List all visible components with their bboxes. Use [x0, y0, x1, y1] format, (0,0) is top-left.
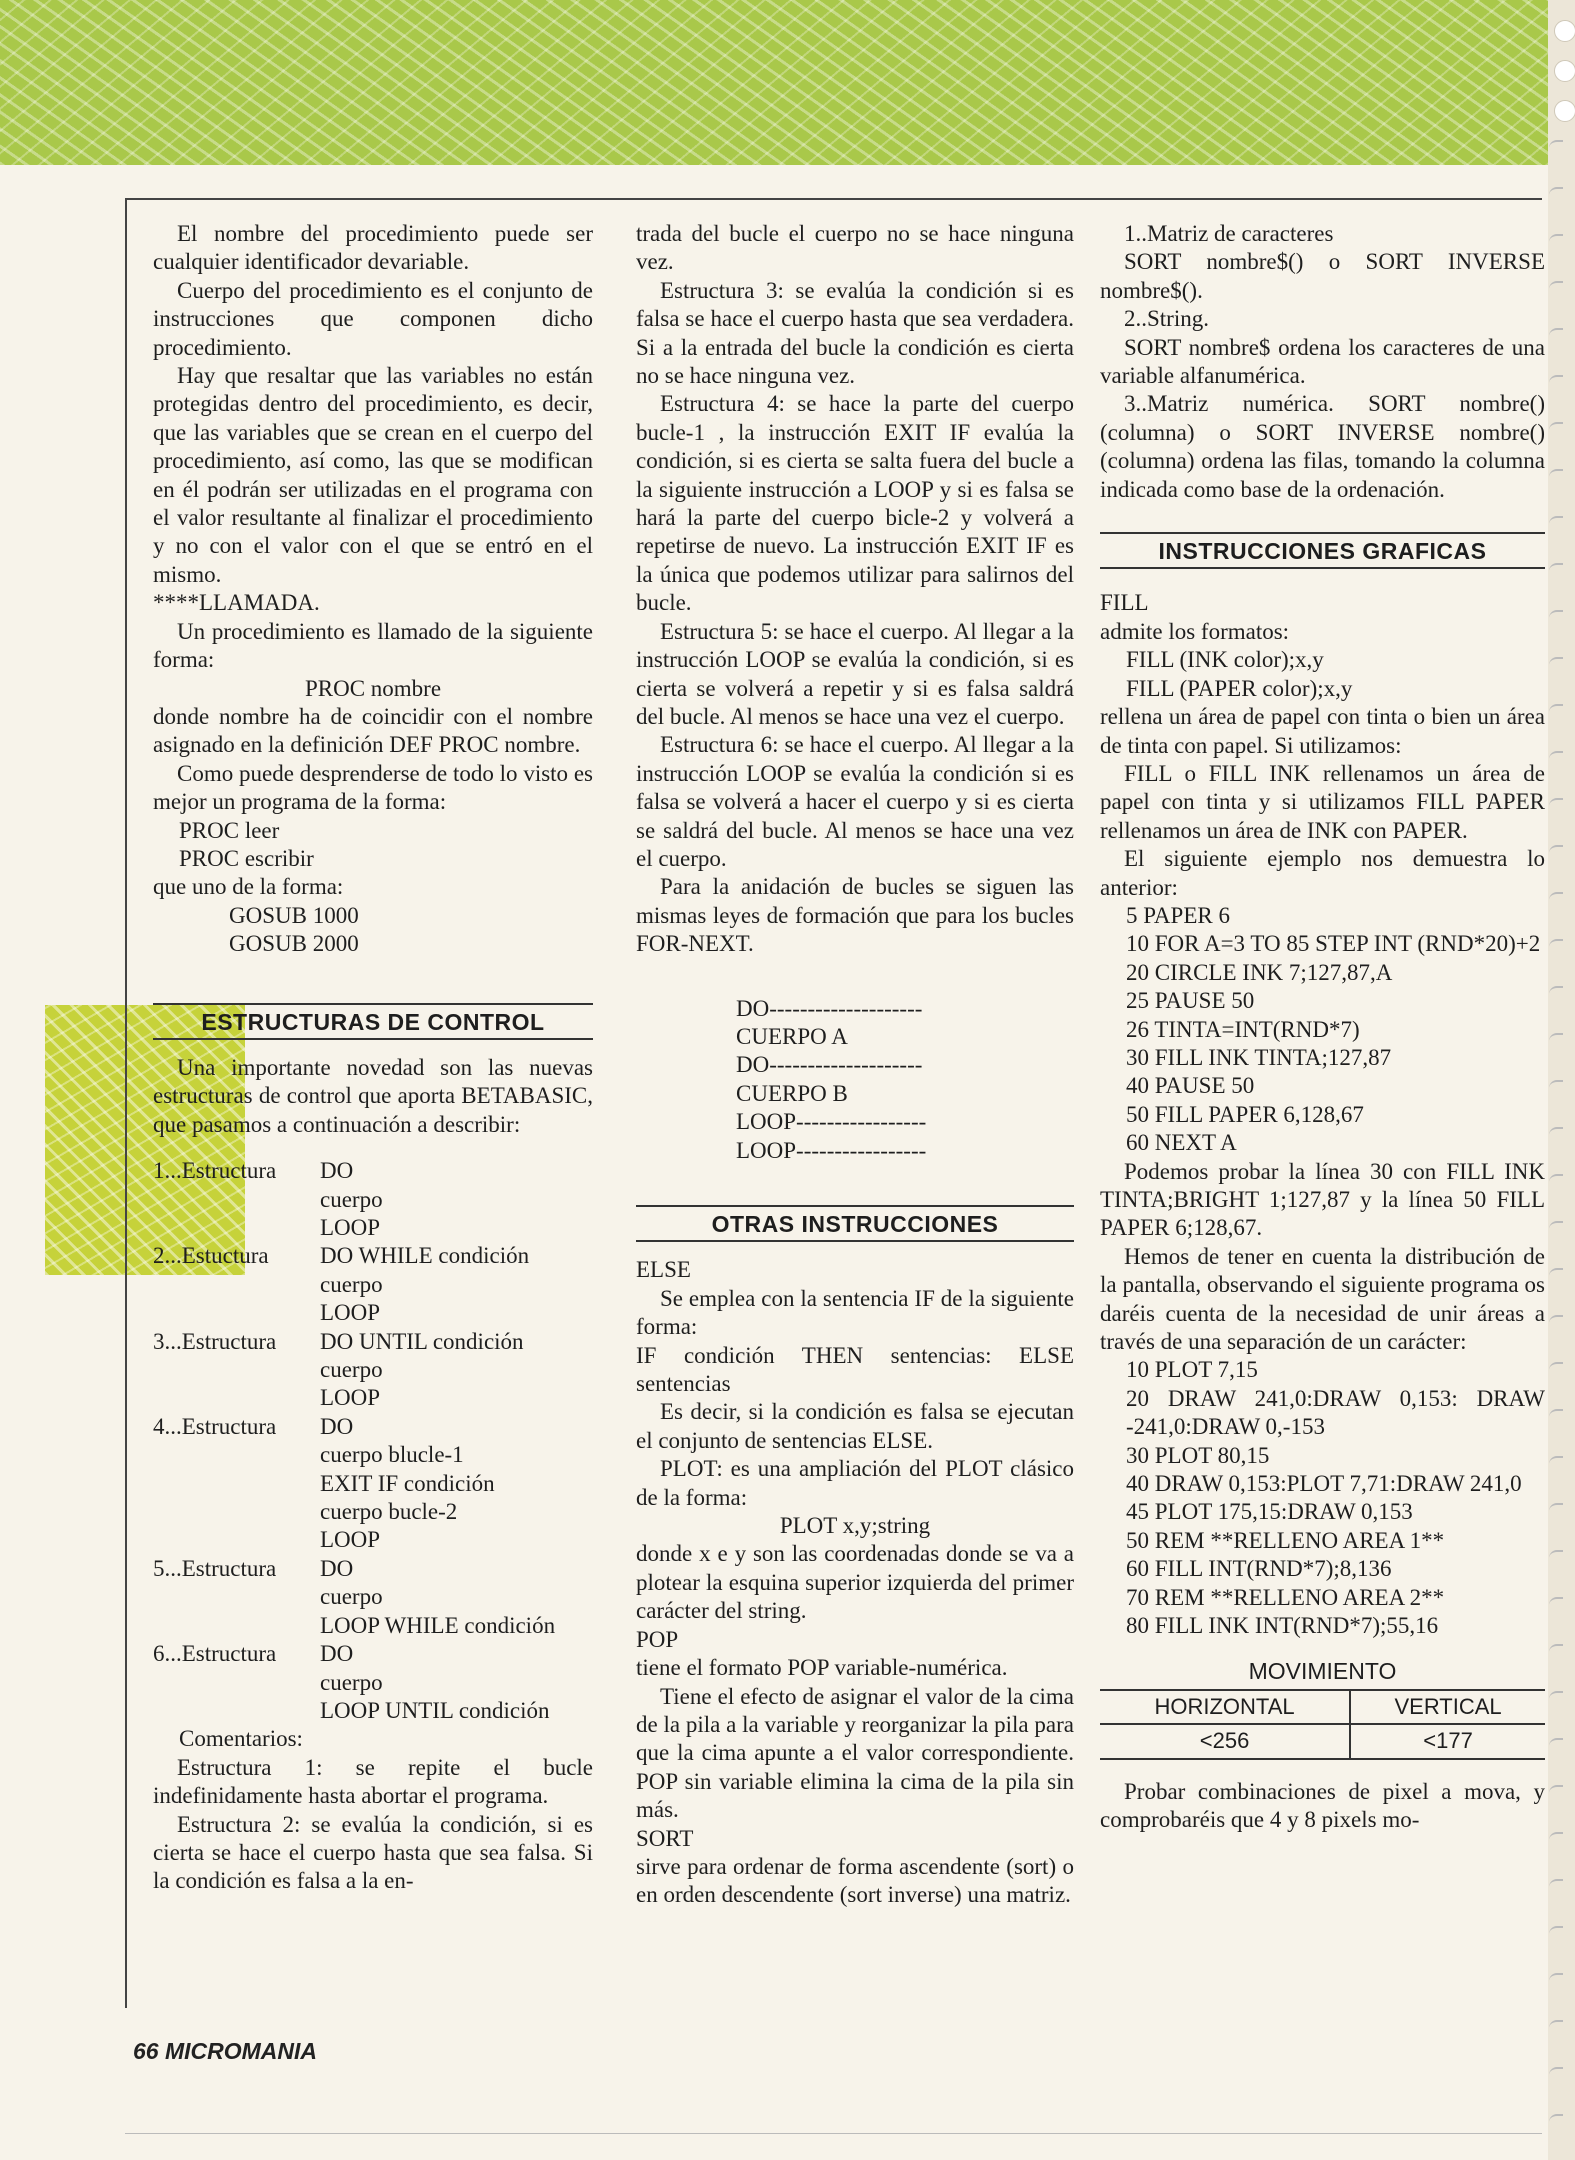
code-line: 60 NEXT A	[1126, 1130, 1237, 1156]
code-line: 20 CIRCLE INK 7;127,87,A	[1126, 959, 1393, 985]
paragraph: rellena un área de papel con tinta o bien un área de tinta con papel. Si utilizamos:	[1100, 704, 1545, 758]
structure-line: cuerpo blucle-1	[320, 1442, 464, 1468]
paragraph: Podemos probar la línea 30 con FILL INK TINTA;BRIGHT 1;127,87 y la línea 50 FILL PAPER 6;128,67.	[1100, 1158, 1545, 1241]
subheading: SORT	[636, 1825, 694, 1851]
paragraph: PLOT: es una ampliación del PLOT clásico de la forma:	[636, 1456, 1074, 1510]
paragraph: 1..Matriz de caracteres	[1124, 221, 1334, 246]
paragraph: admite los formatos:	[1100, 618, 1290, 644]
structure-line: cuerpo	[320, 1669, 383, 1695]
paragraph: Es decir, si la condición es falsa se ejecutan el conjunto de sentencias ELSE.	[636, 1399, 1074, 1453]
paragraph: donde x e y son las coordenadas donde se va a plotear la esquina superior izquierda del primer carácter del string.	[636, 1541, 1074, 1624]
code-line: 60 FILL INT(RND*7);8,136	[1126, 1556, 1392, 1582]
section-heading: OTRAS INSTRUCCIONES	[636, 1205, 1074, 1242]
code-line: 80 FILL INK INT(RND*7);55,16	[1126, 1613, 1439, 1639]
paragraph: ****LLAMADA.	[153, 590, 320, 616]
code-line: 50 FILL PAPER 6,128,67	[1126, 1101, 1364, 1127]
code-line: 30 FILL INK TINTA;127,87	[1126, 1044, 1392, 1070]
code-line: CUERPO A	[736, 1023, 848, 1049]
table-cell: <256	[1100, 1724, 1350, 1758]
paragraph: IF condición THEN sentencias: ELSE sentencias	[636, 1342, 1074, 1397]
paragraph: Tiene el efecto de asignar el valor de la cima de la pila a la variable y reorganizar la pila para que la cima apunte a el valor correspondiente. POP sin variable elimina la cima de la pila sin más.	[636, 1683, 1074, 1823]
column-3	[1100, 220, 1545, 1835]
nested-loop-example	[636, 995, 1074, 1165]
decorative-banner	[0, 0, 1548, 165]
paragraph: Cuerpo del procedimiento es el conjunto de instrucciones que componen dicho procedimiento.	[153, 277, 593, 360]
paragraph: FILL o FILL INK rellenamos un área de papel con tinta y si utilizamos FILL PAPER rellenamos un área de INK con PAPER.	[1100, 760, 1545, 843]
code-line: 40 PAUSE 50	[1126, 1073, 1255, 1099]
paragraph: Estructura 3: se evalúa la condición si es falsa se hace el cuerpo hasta que sea verdadera. Si a la entrada del bucle la condición es cierta no se hace ninguna vez.	[636, 277, 1074, 389]
section-heading: ESTRUCTURAS DE CONTROL	[153, 1003, 593, 1040]
code-listing	[1100, 1356, 1545, 1640]
subheading: FILL	[1100, 590, 1149, 616]
movement-table	[1100, 1689, 1545, 1760]
paragraph: Un procedimiento es llamado de la siguiente forma:	[153, 618, 593, 673]
code-line: 5 PAPER 6	[1126, 902, 1230, 928]
code-line: DO--------------------	[736, 1052, 923, 1078]
frame-rule	[125, 198, 127, 2008]
code-line: GOSUB 2000	[229, 931, 359, 957]
subheading: ELSE	[636, 1257, 691, 1283]
subheading: POP	[636, 1626, 679, 1652]
code-line: FILL (INK color);x,y	[1126, 647, 1324, 673]
table-title: MOVIMIENTO	[1248, 1657, 1397, 1684]
code-line: 10 FOR A=3 TO 85 STEP INT (RND*20)+2	[1126, 931, 1541, 957]
paragraph: donde nombre ha de coincidir con el nombre asignado en la definición DEF PROC nombre.	[153, 703, 593, 758]
structure-line: LOOP	[320, 1385, 381, 1411]
paragraph: Probar combinaciones de pixel a mova, y comprobaréis que 4 y 8 pixels mo-	[1100, 1778, 1545, 1833]
page-footer	[133, 2038, 317, 2065]
structure-line: LOOP	[320, 1527, 381, 1553]
code-line: 70 REM **RELLENO AREA 2**	[1126, 1584, 1445, 1610]
paragraph: 2..String.	[1124, 306, 1209, 332]
structure-line: DO	[320, 1641, 354, 1667]
section-heading: INSTRUCCIONES GRAFICAS	[1100, 532, 1545, 569]
paragraph: El nombre del procedimiento puede ser cualquier identificador devariable.	[153, 221, 593, 275]
code-line: 26 TINTA=INT(RND*7)	[1126, 1016, 1360, 1042]
paragraph: Hemos de tener en cuenta la distribución de la pantalla, observando el siguiente programa os daréis cuenta de la necesidad de unir áreas a través de una separación de un carácter:	[1100, 1243, 1545, 1355]
frame-rule	[125, 198, 1542, 200]
code-line: FILL (PAPER color);x,y	[1126, 675, 1353, 701]
structure-line: DO	[320, 1555, 354, 1581]
paragraph: sirve para ordenar de forma ascendente (sort) o en orden descendente (sort inverse) una matriz.	[636, 1853, 1074, 1908]
structure-line: DO WHILE condición	[320, 1243, 530, 1269]
structure-label: 6...Estructura	[153, 1641, 277, 1667]
paragraph: Estructura 1: se repite el bucle indefinidamente hasta abortar el programa.	[153, 1754, 593, 1809]
code-line: LOOP-----------------	[736, 1109, 927, 1135]
code-line: DO--------------------	[736, 995, 923, 1021]
table-cell: <177	[1350, 1724, 1545, 1758]
paragraph: Se emplea con la sentencia IF de la siguiente forma:	[636, 1285, 1074, 1340]
paragraph: El siguiente ejemplo nos demuestra lo anterior:	[1100, 846, 1545, 900]
code-line: PLOT x,y;string	[779, 1513, 931, 1539]
structure-list	[153, 1157, 593, 1725]
column-1	[153, 220, 593, 1896]
code-line: 30 PLOT 80,15	[1126, 1442, 1270, 1468]
code-line: PROC leer	[179, 817, 280, 843]
paragraph: trada del bucle el cuerpo no se hace ninguna vez.	[636, 221, 1074, 275]
structure-line: cuerpo bucle-2	[320, 1499, 458, 1525]
code-line: GOSUB 1000	[229, 902, 359, 928]
code-line: PROC nombre	[304, 675, 442, 701]
paragraph: Una importante novedad son las nuevas estructuras de control que aporta BETABASIC, que pasamos a continuación a describir:	[153, 1054, 593, 1137]
paragraph: SORT nombre$ ordena los caracteres de una variable alfanumérica.	[1100, 334, 1545, 389]
structure-label: 1...Estructura	[153, 1158, 277, 1184]
structure-label: 2...Estuctura	[153, 1243, 269, 1269]
structure-line: LOOP WHILE condición	[320, 1612, 556, 1638]
structure-line: DO	[320, 1158, 354, 1184]
paragraph: Estructura 2: se evalúa la condición, si es cierta se hace el cuerpo hasta que sea falsa. Si la condición es falsa a la en-	[153, 1811, 593, 1894]
code-line: LOOP-----------------	[736, 1137, 927, 1163]
paragraph: tiene el formato POP variable-numérica.	[636, 1655, 1008, 1681]
structure-label: 5...Estructura	[153, 1555, 277, 1581]
structure-label: 4...Estructura	[153, 1413, 277, 1439]
code-line: 20 DRAW 241,0:DRAW 0,153: DRAW -241,0:DRAW 0,-153	[1126, 1385, 1545, 1440]
magazine-name: MICROMANIA	[164, 2038, 318, 2064]
column-2	[636, 220, 1074, 1910]
page-number: 66	[133, 2038, 159, 2064]
paragraph: Hay que resaltar que las variables no están protegidas dentro del procedimiento, es decir, que las variables que se crean en el cuerpo del procedimiento, así como, las que se modifican en él podrán ser utilizadas en el programa con el valor resultante al finalizar el procedimiento y no con el valor con el que se entró en el mismo.	[153, 363, 593, 587]
code-line: 25 PAUSE 50	[1126, 988, 1255, 1014]
code-line: 10 PLOT 7,15	[1126, 1357, 1258, 1383]
structure-line: LOOP	[320, 1300, 381, 1326]
paragraph: 3..Matriz numérica. SORT nombre()(columna) o SORT INVERSE nombre()(columna) ordena las filas, tomando la columna indicada como base de la ordenación.	[1100, 391, 1545, 502]
spiral-binding	[1548, 0, 1575, 2160]
paragraph: que uno de la forma:	[153, 874, 344, 900]
code-listing	[1100, 902, 1545, 1158]
code-line: 40 DRAW 0,153:PLOT 7,71:DRAW 241,0	[1126, 1471, 1522, 1497]
paragraph: SORT nombre$() o SORT INVERSE nombre$().	[1100, 249, 1545, 303]
code-line: 50 REM **RELLENO AREA 1**	[1126, 1527, 1445, 1553]
structure-line: cuerpo	[320, 1584, 383, 1610]
structure-line: DO UNTIL condición	[320, 1328, 524, 1354]
table-header: VERTICAL	[1350, 1690, 1545, 1724]
paragraph: Estructura 6: se hace el cuerpo. Al llegar a la instrucción LOOP se evalúa la condición si es falsa se volverá a hacer el cuerpo y si es cierta se saldrá del bucle. Al menos se hace una vez el cuerpo.	[636, 732, 1074, 871]
structure-label: 3...Estructura	[153, 1328, 277, 1354]
structure-line: EXIT IF condición	[320, 1470, 495, 1496]
structure-line: cuerpo	[320, 1357, 383, 1383]
paragraph: Comentarios:	[179, 1726, 303, 1752]
paragraph: Como puede desprenderse de todo lo visto es mejor un programa de la forma:	[153, 760, 593, 815]
structure-line: cuerpo	[320, 1271, 383, 1297]
code-line: CUERPO B	[736, 1080, 848, 1106]
structure-line: LOOP UNTIL condición	[320, 1697, 550, 1723]
code-line: 45 PLOT 175,15:DRAW 0,153	[1126, 1499, 1413, 1525]
code-line: PROC escribir	[179, 845, 314, 871]
table-header: HORIZONTAL	[1100, 1690, 1350, 1724]
structure-line: LOOP	[320, 1215, 381, 1240]
paragraph: Estructura 5: se hace el cuerpo. Al llegar a la instrucción LOOP se evalúa la condición, si es cierta se volverá a repetir y si es falsa saldrá del bucle. Al menos se hace una vez el cuerpo.	[636, 618, 1074, 729]
structure-line: cuerpo	[320, 1186, 383, 1212]
frame-rule	[125, 2133, 1542, 2134]
paragraph: Estructura 4: se hace la parte del cuerpo bucle-1 , la instrucción EXIT IF evalúa la condición, si es cierta se salta fuera del bucle a la siguiente instrucción a LOOP y si es falsa se hará la parte del cuerpo bicle-2 y volverá a repetirse de nuevo. La instrucción EXIT IF es la única que podemos utilizar para salirnos del bucle.	[636, 391, 1074, 616]
paragraph: Para la anidación de bucles se siguen las mismas leyes de formación que para los bucles FOR-NEXT.	[636, 874, 1074, 957]
structure-line: DO	[320, 1413, 354, 1439]
